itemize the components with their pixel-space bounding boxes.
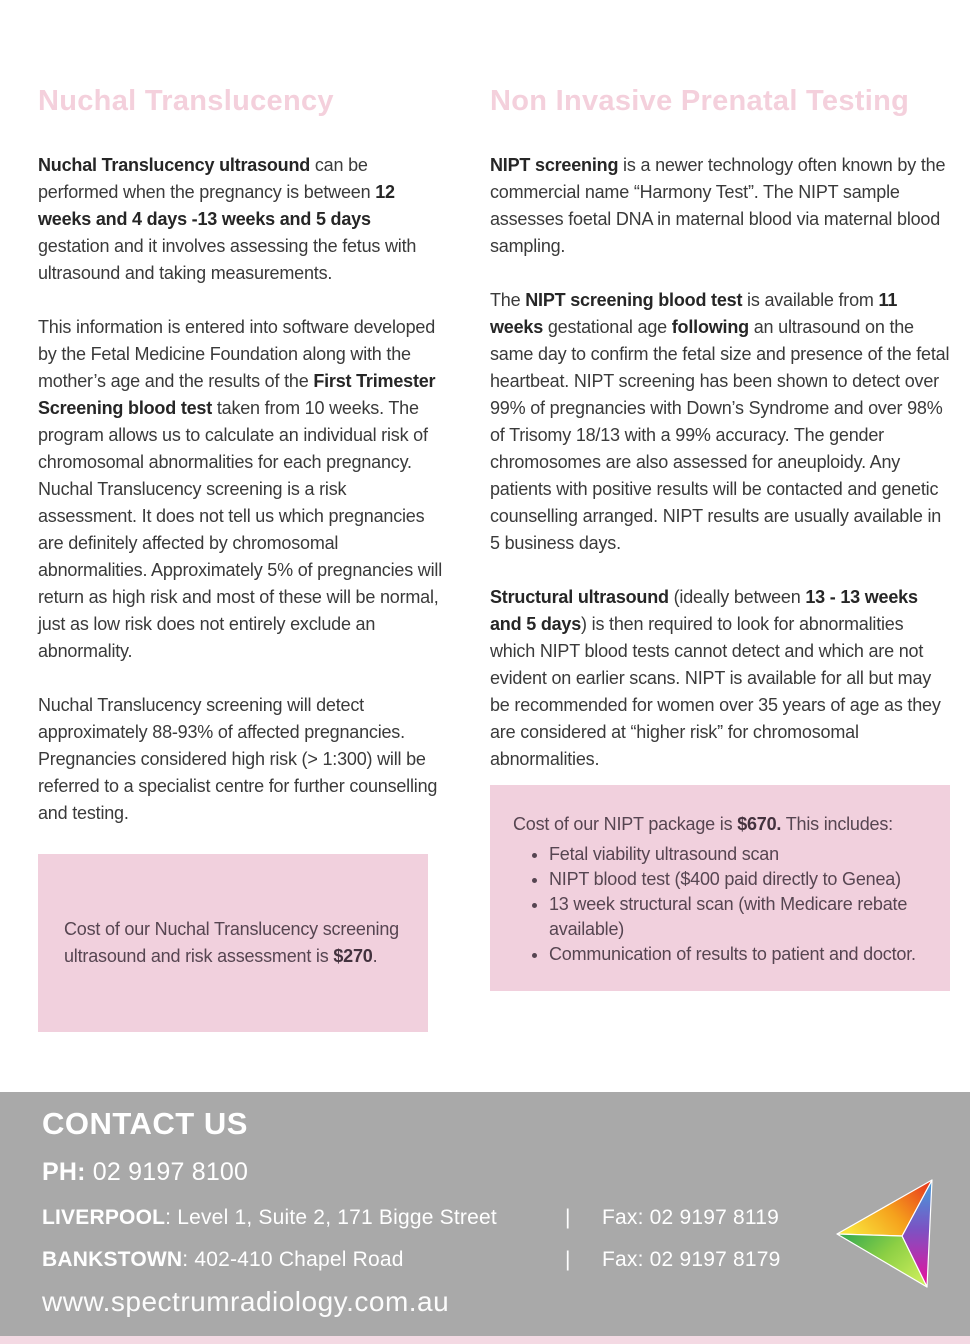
nuchal-paragraph-3: Nuchal Translucency screening will detect approximately 88-93% of affected pregnancies. Pregnancies considered high risk (> 1:300) will be referred to a specialist centre for further counselling and testing. — [38, 695, 438, 824]
divider-pipe: | — [565, 1206, 571, 1229]
list-item: • Fetal viability ultrasound scan — [549, 842, 926, 867]
location-row-bankstown — [42, 1248, 781, 1272]
phone-line — [42, 1158, 248, 1187]
list-item: • 13 week structural scan (with Medicare rebate available) — [549, 892, 926, 942]
section-title-nuchal-translucency: Nuchal Translucency — [38, 85, 334, 117]
location-row-liverpool — [42, 1206, 779, 1230]
liverpool-fax: Fax: 02 9197 8119 — [602, 1206, 779, 1229]
liverpool-address: LIVERPOOL: Level 1, Suite 2, 171 Bigge Street — [42, 1206, 497, 1229]
liverpool-label: LIVERPOOL — [42, 1206, 166, 1229]
phone-label: PH: — [42, 1158, 86, 1186]
nipt-package-list — [513, 842, 926, 967]
nuchal-paragraph-2: This information is entered into software developed by the Fetal Medicine Foundation along with the mother’s age and the results of the First Trimester Screening blood test taken from 10 weeks. The program allows us to calculate an individual risk of chromosomal abnormalities for each pregnancy. Nuchal Translucency screening is a risk assessment. It does not tell us which pregnancies are definitely affected by chromosomal abnormalities. Approximately 5% of pregnancies will return as high risk and most of these will be normal, just as low risk does not entirely exclude an abnormality. — [38, 317, 443, 662]
nipt-cost-box — [490, 785, 950, 991]
nuchal-cost-box — [38, 854, 428, 1032]
contact-footer — [0, 1092, 970, 1336]
nuchal-translucency-section — [38, 86, 446, 1032]
nipt-section — [490, 86, 953, 991]
bottom-pink-strip — [0, 1336, 970, 1344]
spectrum-radiology-logo-icon — [835, 1174, 935, 1289]
list-item: • Communication of results to patient and doctor. — [549, 942, 926, 967]
website-url: www.spectrumradiology.com.au — [42, 1286, 450, 1317]
list-item: • NIPT blood test ($400 paid directly to Genea) — [549, 867, 926, 892]
nuchal-cost-text: Cost of our Nuchal Translucency screening ultrasound and risk assessment is $270. — [64, 919, 399, 967]
section-title-nipt: Non Invasive Prenatal Testing — [490, 85, 910, 117]
nuchal-paragraph-1: Nuchal Translucency ultrasound can be performed when the pregnancy is between 12 weeks and 4 days -13 weeks and 5 days gestation and it involves assessing the fetus with ultrasound and taking measurements. — [38, 155, 417, 284]
nipt-paragraph-1: NIPT screening is a newer technology often known by the commercial name “Harmony Test”. The NIPT sample assesses foetal DNA in maternal blood via maternal blood sampling. — [490, 155, 946, 257]
nipt-paragraph-3: Structural ultrasound (ideally between 13 - 13 weeks and 5 days) is then required to look for abnormalities which NIPT blood tests cannot detect and which are not evident on earlier scans. NIPT is available for all but may be recommended for women over 35 years of age as they are considered at “higher risk” for chromosomal abnormalities. — [490, 587, 941, 770]
phone-number: 02 9197 8100 — [85, 1158, 249, 1186]
bankstown-label: BANKSTOWN — [42, 1248, 183, 1271]
nipt-cost-intro: Cost of our NIPT package is $670. This includes: — [513, 814, 893, 835]
nipt-paragraph-2: The NIPT screening blood test is available from 11 weeks gestational age following an ultrasound on the same day to confirm the fetal size and presence of the fetal heartbeat. NIPT screening has been shown to detect over 99% of pregnancies with Down’s Syndrome and over 98% of Trisomy 18/13 with a 99% accuracy. The gender chromosomes are also assessed for aneuploidy. Any patients with positive results will be contacted and genetic counselling arranged. NIPT results are usually available in 5 business days. — [490, 290, 950, 554]
contact-us-heading: CONTACT US — [42, 1106, 248, 1141]
bankstown-fax: Fax: 02 9197 8179 — [602, 1248, 781, 1271]
bankstown-address: BANKSTOWN: 402-410 Chapel Road — [42, 1248, 404, 1271]
divider-pipe: | — [565, 1248, 571, 1271]
